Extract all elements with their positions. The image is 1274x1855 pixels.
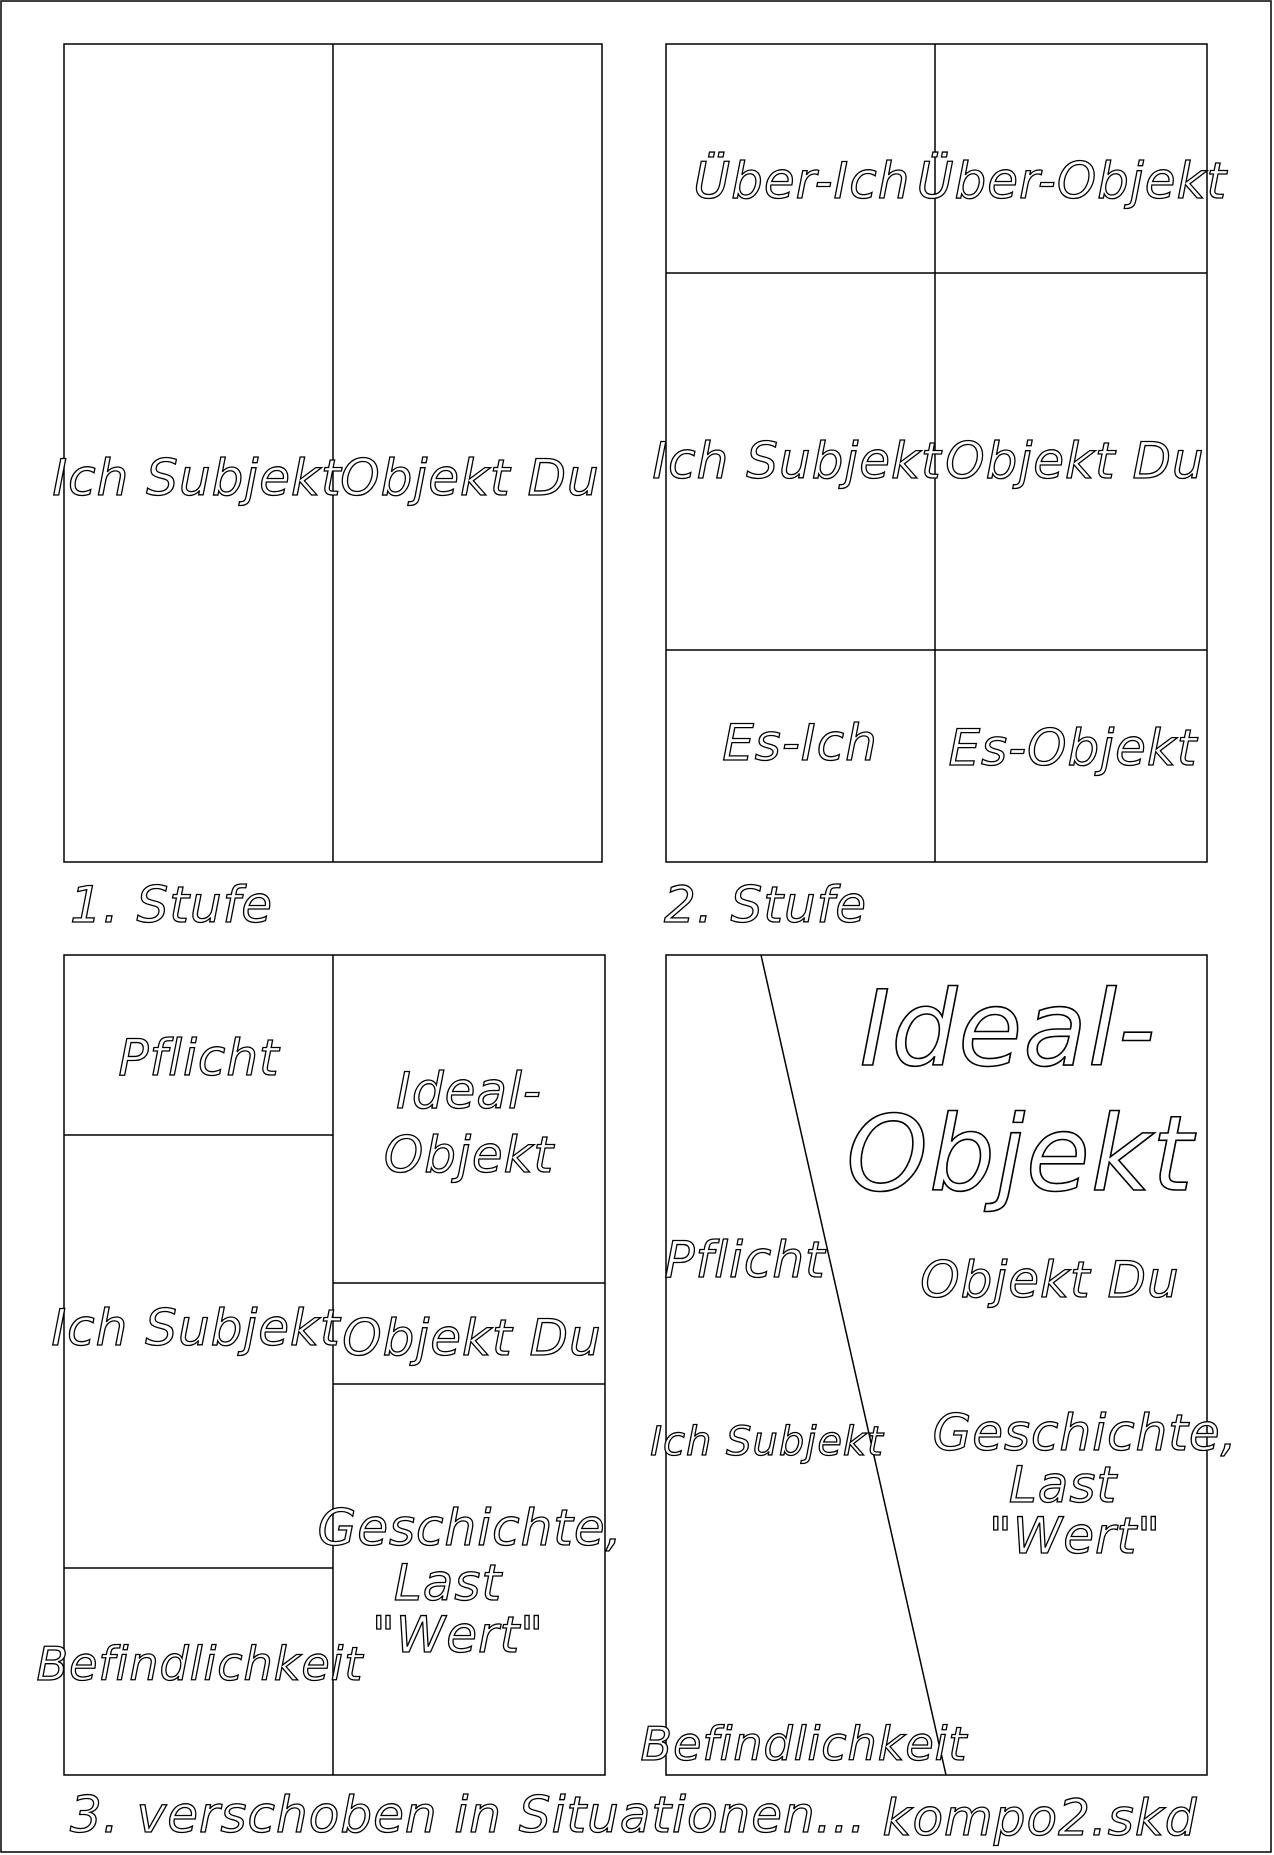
panel-3-ideal-line2: Objekt (383, 1126, 555, 1184)
panel-4-ich-subjekt-label: Ich Subjekt (650, 1419, 884, 1465)
panel-2-top-left-label: Über-Ich (693, 152, 911, 210)
panel-3-objekt-du-label: Objekt Du (342, 1309, 602, 1367)
panel-3-geschichte-line3: "Wert" (371, 1606, 545, 1664)
panel-4-geschichte-line3: "Wert" (988, 1507, 1162, 1565)
panel-2-mid-right-label: Objekt Du (945, 432, 1205, 490)
panel-4-pflicht-label: Pflicht (664, 1231, 826, 1289)
panel-3 (37, 955, 623, 1775)
panel-2-top-right-label: Über-Objekt (916, 152, 1228, 210)
panel-2-bottom-left-label: Es-Ich (722, 714, 878, 772)
panel-2-mid-left-label: Ich Subjekt (652, 432, 942, 490)
panel-2-caption: 2. Stufe (664, 876, 867, 934)
panel-3-geschichte-line1: Geschichte, (317, 1499, 623, 1557)
panel-3-geschichte-line2: Last (393, 1554, 503, 1612)
panel-3-pflicht-label: Pflicht (118, 1029, 280, 1087)
panel-3-ideal-line1: Ideal- (396, 1062, 542, 1120)
panel-4-ideal-line2: Objekt (846, 1093, 1194, 1215)
panel-3-ich-subjekt-label: Ich Subjekt (51, 1299, 341, 1357)
panel-4-geschichte-line2: Last (1008, 1456, 1118, 1514)
panel-4-objekt-du-label: Objekt Du (920, 1251, 1180, 1309)
panel-4-geschichte-line1: Geschichte, (932, 1404, 1238, 1462)
panel-2-bottom-right-label: Es-Objekt (948, 719, 1198, 777)
panel-1-left-label: Ich Subjekt (52, 449, 342, 507)
filename-label: kompo2.skd (882, 1789, 1198, 1847)
panel-4-ideal-line1: Ideal- (859, 968, 1157, 1090)
panel-1-caption: 1. Stufe (70, 876, 273, 934)
panel-3-befindlichkeit-label: Befindlichkeit (36, 1637, 364, 1691)
panel-1 (52, 44, 602, 862)
panel-1-right-label: Objekt Du (340, 449, 600, 507)
panel-4 (641, 955, 1238, 1775)
panel-4-befindlichkeit-label: Befindlichkeit (640, 1717, 968, 1771)
panel-3-caption: 3. verschoben in Situationen... (70, 1786, 867, 1844)
panel-2 (652, 44, 1228, 862)
